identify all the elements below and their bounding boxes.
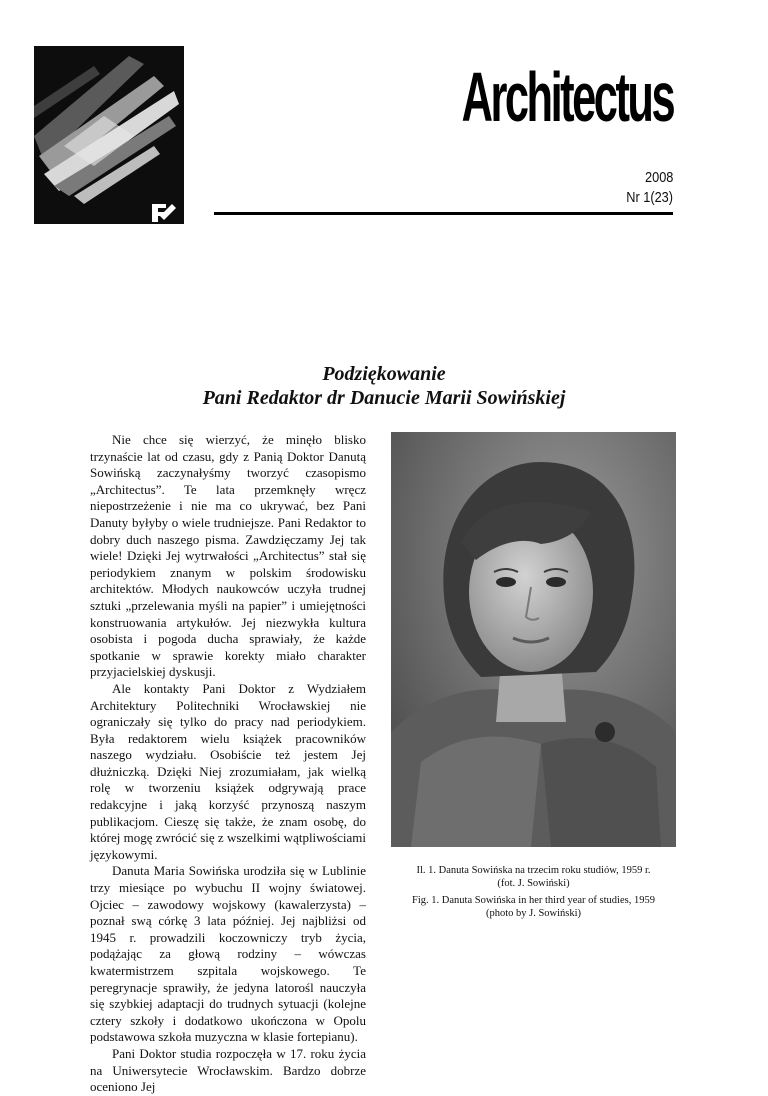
figure-caption-english [391,894,676,920]
caption-line: (fot. J. Sowiński) [497,878,570,889]
caption-line: Fig. 1. Danuta Sowińska in her third year of studies, 1959 [412,895,655,906]
issue-year: 2008 [644,169,673,186]
body-paragraph: Danuta Maria Sowińska urodziła się w Lublinie trzy miesiące po wybuchu II wojny światowej. Ojciec – zawodowy wojskowy (kawalerzysta) – poznał swą córkę 3 lata później. Jej najbliżsi od 1945 r. prowadzili koczowniczy tryb życia, podążając za głową rodziny – wówczas kwatermistrzem szpitala wojskowego. Te peregrynacje sprawiły, że jedyna latorośl nauczyła się szybkiej adaptacji do trudnych sytuacji (kolejne cztery szkoły i dodatkowo ukończona w Opolu podstawowa szkoła muzyczna w klasie fortepianu). [90,863,366,1045]
journal-cover-thumbnail [34,46,184,224]
article-title-line1: Podziękowanie [322,363,446,385]
article-body [90,432,366,1096]
figure-caption-polish [391,864,676,890]
body-paragraph: Ale kontakty Pani Doktor z Wydziałem Architektury Politechniki Wrocławskiej nie ograniczały się tylko do pracy nad periodykiem. Była redaktorem wielu książek pracowników naszego wydziału. Osobiście też jestem Jej dłużniczką. Dzięki Niej zrozumiałam, jak wielką rolę w tworzeniu książek odgrywają prace redakcyjne i jaką korzyść przynoszą naszym publikacjom. Cieszę się także, że znam osobę, do której mogę zwrócić się z wszelkimi wątpliwościami językowymi. [90,680,366,862]
caption-line: Il. 1. Danuta Sowińska na trzecim roku studiów, 1959 r. [416,865,651,876]
journal-title: Architectus [461,58,673,136]
header-rule [214,212,673,215]
body-paragraph: Pani Doktor studia rozpoczęła w 17. roku życia na Uniwersytecie Wrocławskim. Bardzo dobrze oceniono Jej [90,1045,366,1095]
portrait-photo [391,432,676,847]
article-title-line2: Pani Redaktor dr Danucie Marii Sowińskiej [202,387,566,409]
issue-number: Nr 1(23) [626,189,673,206]
caption-line: (photo by J. Sowiński) [485,908,582,919]
body-paragraph: Nie chce się wierzyć, że minęło blisko trzynaście lat od czasu, gdy z Panią Doktor Danutą Sowińską zaczynałyśmy tworzyć czasopismo „Architectus”. Te lata przemknęły wręcz niepostrzeżenie i nie ma co ukrywać, bez Pani Danuty byłyby o wiele trudniejsze. Pani Redaktor to dobry duch naszego pisma. Zawdzięczamy Jej tak wiele! Dzięki Jej wytrwałości „Architectus” stał się periodykiem znanym w polskim środowisku architektów. Młodych naukowców uczyła trudnej sztuki „przelewania myśli na papier” i umiejętności konstruowania artykułów. Jej niezwykła kultura osobista i pogoda ducha sprawiały, że każde spotkanie w sprawie korekty miało charakter przyjacielskiej dyskusji. [90,432,366,680]
